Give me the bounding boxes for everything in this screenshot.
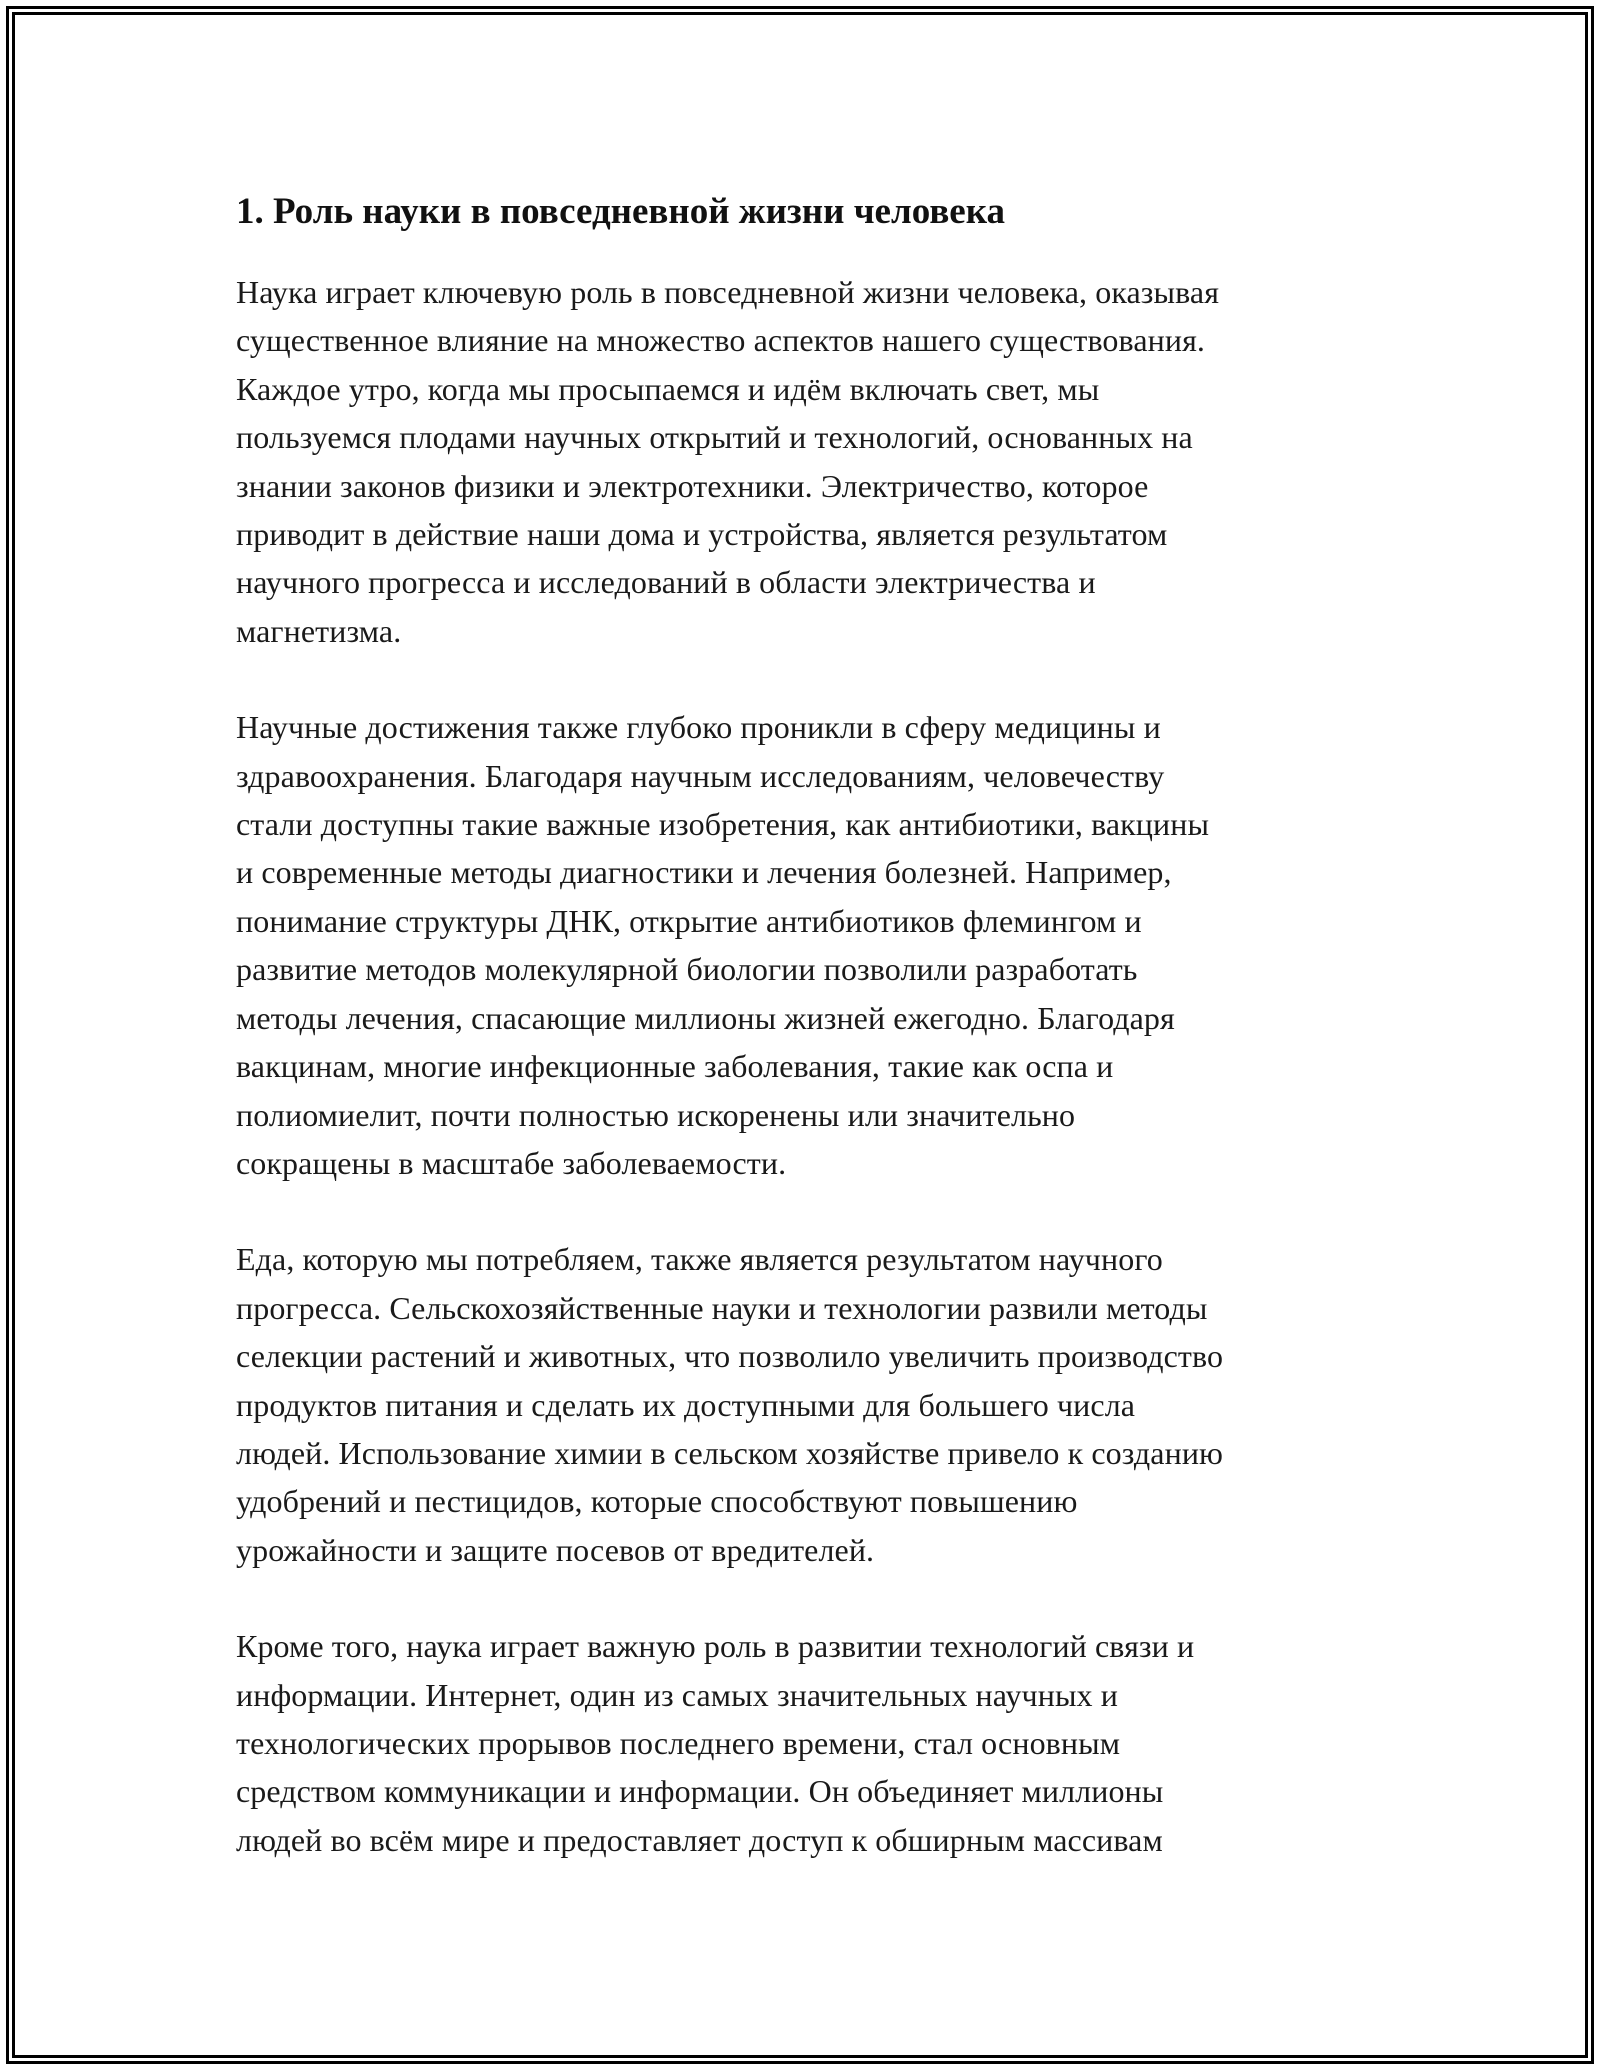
text-line: методы лечения, спасающие миллионы жизней ежегодно. Благодаря: [236, 999, 1175, 1036]
text-line: прогресса. Сельскохозяйственные науки и технологии развили методы: [236, 1289, 1208, 1326]
text-line: сокращены в масштабе заболеваемости.: [236, 1144, 787, 1181]
text-line: Каждое утро, когда мы просыпаемся и идём включать свет, мы: [236, 370, 1100, 407]
paragraph-communication: [236, 1622, 1376, 1864]
paragraph-medicine: [236, 703, 1376, 1187]
text-line: здравоохранения. Благодаря научным исследованиям, человечеству: [236, 757, 1165, 794]
text-line: Научные достижения также глубоко проникли в сферу медицины и: [236, 709, 1161, 746]
text-line: людей во всём мире и предоставляет доступ к обширным массивам: [236, 1821, 1163, 1858]
text-line: селекции растений и животных, что позволило увеличить производство: [236, 1338, 1224, 1375]
text-line: Еда, которую мы потребляем, также является результатом научного: [236, 1241, 1163, 1278]
text-line: Кроме того, наука играет важную роль в развитии технологий связи и: [236, 1628, 1195, 1665]
text-line: информации. Интернет, один из самых значительных научных и: [236, 1676, 1118, 1713]
text-line: вакцинам, многие инфекционные заболевания, такие как оспа и: [236, 1048, 1114, 1085]
text-line: удобрений и пестицидов, которые способствуют повышению: [236, 1483, 1078, 1520]
section-heading: 1. Роль науки в повседневной жизни человека: [236, 191, 1005, 232]
text-line: понимание структуры ДНК, открытие антибиотиков флемингом и: [236, 902, 1142, 939]
text-line: и современные методы диагностики и лечения болезней. Например,: [236, 854, 1172, 891]
text-line: технологических прорывов последнего времени, стал основным: [236, 1724, 1121, 1761]
text-line: средством коммуникации и информации. Он объединяет миллионы: [236, 1773, 1164, 1810]
text-line: Наука играет ключевую роль в повседневной жизни человека, оказывая: [236, 274, 1220, 310]
text-line: людей. Использование химии в сельском хозяйстве привело к созданию: [236, 1434, 1224, 1471]
text-line: магнетизма.: [236, 612, 402, 649]
text-line: стали доступны такие важные изобретения, как антибиотики, вакцины: [236, 806, 1210, 843]
text-line: знании законов физики и электротехники. Электричество, которое: [236, 467, 1149, 504]
text-line: продуктов питания и сделать их доступными для большего числа: [236, 1386, 1136, 1423]
text-line: научного прогресса и исследований в области электричества и: [236, 564, 1096, 601]
text-line: существенное влияние на множество аспектов нашего существования.: [236, 322, 1205, 359]
paragraph-electricity: [236, 268, 1376, 655]
text-line: урожайности и защите посевов от вредителей.: [236, 1531, 875, 1568]
paragraph-food: [236, 1235, 1376, 1574]
text-line: развитие методов молекулярной биологии позволили разработать: [236, 951, 1138, 988]
document-body: [236, 186, 1376, 1912]
text-line: полиомиелит, почти полностью искоренены или значительно: [236, 1096, 1076, 1133]
text-line: пользуемся плодами научных открытий и технологий, основанных на: [236, 419, 1193, 456]
text-line: приводит в действие наши дома и устройства, является результатом: [236, 516, 1168, 553]
